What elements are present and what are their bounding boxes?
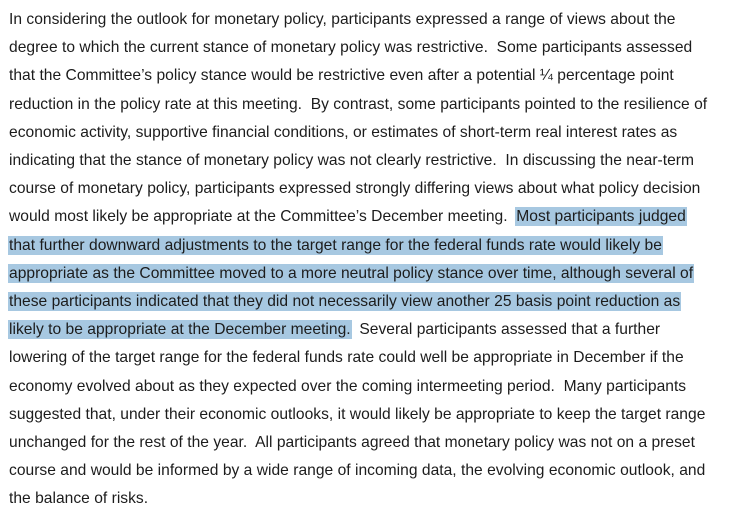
text-line (9, 288, 680, 316)
highlighted-text: these participants indicated that they did not necessarily view another 25 basis point reduction as (9, 293, 681, 310)
text-segment: course and would be informed by a wide range of incoming data, the evolving economic outlook, and (9, 462, 706, 480)
text-segment: Several participants assessed that a further (350, 321, 661, 339)
text-segment: indicating that the stance of monetary policy was not clearly restrictive. In discussing the near-term (9, 152, 695, 169)
text-segment: unchanged for the rest of the year. All participants agreed that monetary policy was not on a preset (9, 434, 695, 451)
text-line (9, 316, 660, 344)
text-line (9, 203, 686, 231)
text-line (9, 119, 677, 147)
text-line (9, 62, 674, 90)
text-segment: reduction in the policy rate at this meeting. By contrast, some participants pointed to the resilience of (9, 95, 708, 113)
text-segment: that the Committee’s policy stance would be restrictive even after a potential ¼ percentage point (9, 67, 674, 85)
text-line (9, 6, 676, 34)
text-line (9, 485, 148, 513)
text-line (9, 344, 684, 372)
text-line (9, 34, 692, 62)
text-line (9, 260, 693, 288)
text-line (9, 457, 705, 485)
text-line (9, 91, 707, 119)
text-segment: degree to which the current stance of monetary policy was restrictive. Some participants assessed (9, 39, 693, 57)
highlighted-text: that further downward adjustments to the target range for the federal funds rate would likely be (9, 236, 662, 254)
highlighted-text: likely to be appropriate at the December meeting. (9, 321, 351, 339)
text-segment: In considering the outlook for monetary policy, participants expressed a range of views about the (9, 11, 676, 28)
text-line (9, 401, 705, 429)
text-segment: economy evolved about as they expected over the coming intermeeting period. Many participants (9, 377, 687, 395)
text-segment: course of monetary policy, participants expressed strongly differing views about what policy decision (9, 180, 701, 198)
text-segment: would most likely be appropriate at the Committee’s December meeting. (9, 208, 517, 226)
text-line (9, 232, 662, 260)
highlighted-text: Most participants judged (516, 208, 686, 226)
text-segment: suggested that, under their economic outlooks, it would likely be appropriate to keep the target range (9, 405, 706, 423)
text-line (9, 429, 695, 457)
text-segment: economic activity, supportive financial conditions, or estimates of short-term real interest rates as (9, 123, 678, 141)
text-line (9, 175, 700, 203)
text-line (9, 373, 686, 401)
highlighted-text: appropriate as the Committee moved to a more neutral policy stance over time, although several of (9, 264, 694, 282)
text-segment: the balance of risks. (9, 490, 149, 508)
text-segment: lowering of the target range for the federal funds rate could well be appropriate in December if the (9, 349, 684, 367)
text-line (9, 147, 694, 175)
